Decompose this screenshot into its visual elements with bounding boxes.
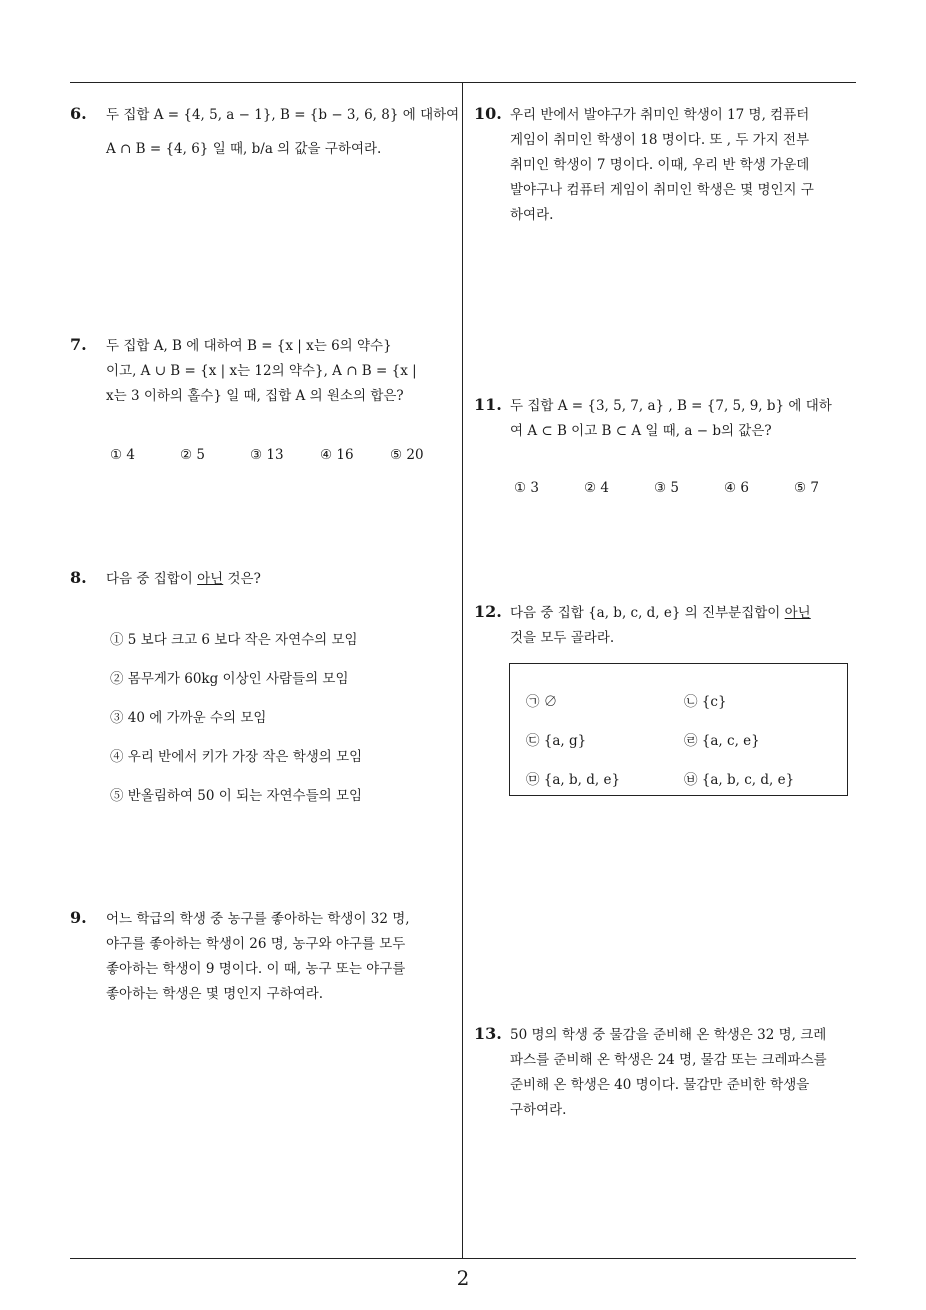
answer-choice[interactable]: ② 4 [584,480,609,496]
column-divider [462,82,463,1258]
question-text-line: 여 A ⊂ B 이고 B ⊂ A 일 때, a − b의 값은? [510,423,772,439]
question-text-line: 이고, A ∪ B = {x | x는 12의 약수}, A ∩ B = {x | [106,363,417,379]
box-choice[interactable]: ㉣ {a, c, e} [684,733,760,749]
question-text-line: 두 집합 A, B 에 대하여 B = {x | x는 6의 약수} [106,338,392,354]
question-text-line: 50 명의 학생 중 물감을 준비해 온 학생은 32 명, 크레 [510,1027,827,1043]
box-choice[interactable]: ㉤ {a, b, d, e} [526,772,621,788]
answer-option[interactable]: ② 몸무게가 60kg 이상인 사람들의 모임 [110,671,349,687]
box-choice[interactable]: ㉢ {a, g} [526,733,587,749]
answer-option[interactable]: ⑤ 반올림하여 50 이 되는 자연수들의 모임 [110,788,363,804]
answer-choice[interactable]: ④ 6 [724,480,749,496]
top-rule [70,82,856,83]
answer-option[interactable]: ④ 우리 반에서 키가 가장 작은 학생의 모임 [110,749,363,765]
question-text-line: 좋아하는 학생이 9 명이다. 이 때, 농구 또는 야구를 [106,961,406,977]
answer-choice[interactable]: ④ 16 [320,447,354,463]
answer-choice[interactable]: ③ 13 [250,447,284,463]
answer-choice[interactable]: ⑤ 20 [390,447,424,463]
question-number: 6. [70,104,87,123]
answer-choice[interactable]: ⑤ 7 [794,480,819,496]
question-text-line: 취미인 학생이 7 명이다. 이때, 우리 반 학생 가운데 [510,157,810,173]
question-text-line: 하여라. [510,207,554,223]
question-text-line: 것을 모두 골라라. [510,630,615,646]
question-number: 10. [474,104,502,123]
answer-choice[interactable]: ① 3 [514,480,539,496]
question-text-line: A ∩ B = {4, 6} 일 때, b/a 의 값을 구하여라. [106,141,382,157]
question-prompt [106,568,261,590]
question-text-line: x는 3 이하의 홀수} 일 때, 집합 A 의 원소의 합은? [106,388,404,404]
answer-option[interactable]: ③ 40 에 가까운 수의 모임 [110,710,267,726]
question-text-line: 두 집합 A = {4, 5, a − 1}, B = {b − 3, 6, 8} 에 대하여 [106,107,460,123]
page-number: 2 [456,1266,470,1290]
answer-option[interactable]: ① 5 보다 크고 6 보다 작은 자연수의 모임 [110,632,358,648]
question-number: 7. [70,335,87,354]
question-text-line: 어느 학급의 학생 중 농구를 좋아하는 학생이 32 명, [106,911,410,927]
prompt-text: 것은? [223,571,261,587]
question-text-line: 게임이 취미인 학생이 18 명이다. 또 , 두 가지 전부 [510,132,810,148]
question-text-line: 파스를 준비해 온 학생은 24 명, 물감 또는 크레파스를 [510,1052,827,1068]
answer-choice[interactable]: ① 4 [110,447,135,463]
bottom-rule [70,1258,856,1259]
question-text-line: 두 집합 A = {3, 5, 7, a} , B = {7, 5, 9, b} 에 대하 [510,398,832,414]
box-choice[interactable]: ㉡ {c} [684,694,727,710]
prompt-text: 다음 중 집합 {a, b, c, d, e} 의 진부분집합이 [510,605,785,621]
box-choice[interactable]: ㉥ {a, b, c, d, e} [684,772,795,788]
choice-box [509,663,848,796]
question-text-line: 발야구나 컴퓨터 게임이 취미인 학생은 몇 명인지 구 [510,182,814,198]
question-number: 12. [474,602,502,621]
underlined-word: 아닌 [197,571,224,587]
answer-choice[interactable]: ② 5 [180,447,205,463]
question-text-line: 구하여라. [510,1102,567,1118]
question-text-line: 좋아하는 학생은 몇 명인지 구하여라. [106,986,324,1002]
question-number: 13. [474,1024,502,1043]
prompt-text: 다음 중 집합이 [106,571,198,587]
question-text-line [510,602,811,624]
question-text-line: 야구를 좋아하는 학생이 26 명, 농구와 야구를 모두 [106,936,406,952]
question-number: 9. [70,908,87,927]
question-text-line: 준비해 온 학생은 40 명이다. 물감만 준비한 학생을 [510,1077,810,1093]
question-number: 8. [70,568,87,587]
question-text-line: 우리 반에서 발야구가 취미인 학생이 17 명, 컴퓨터 [510,107,810,123]
question-number: 11. [474,395,502,414]
answer-choice[interactable]: ③ 5 [654,480,679,496]
box-choice[interactable]: ㉠ ∅ [526,694,558,710]
underlined-word: 아닌 [784,605,811,621]
